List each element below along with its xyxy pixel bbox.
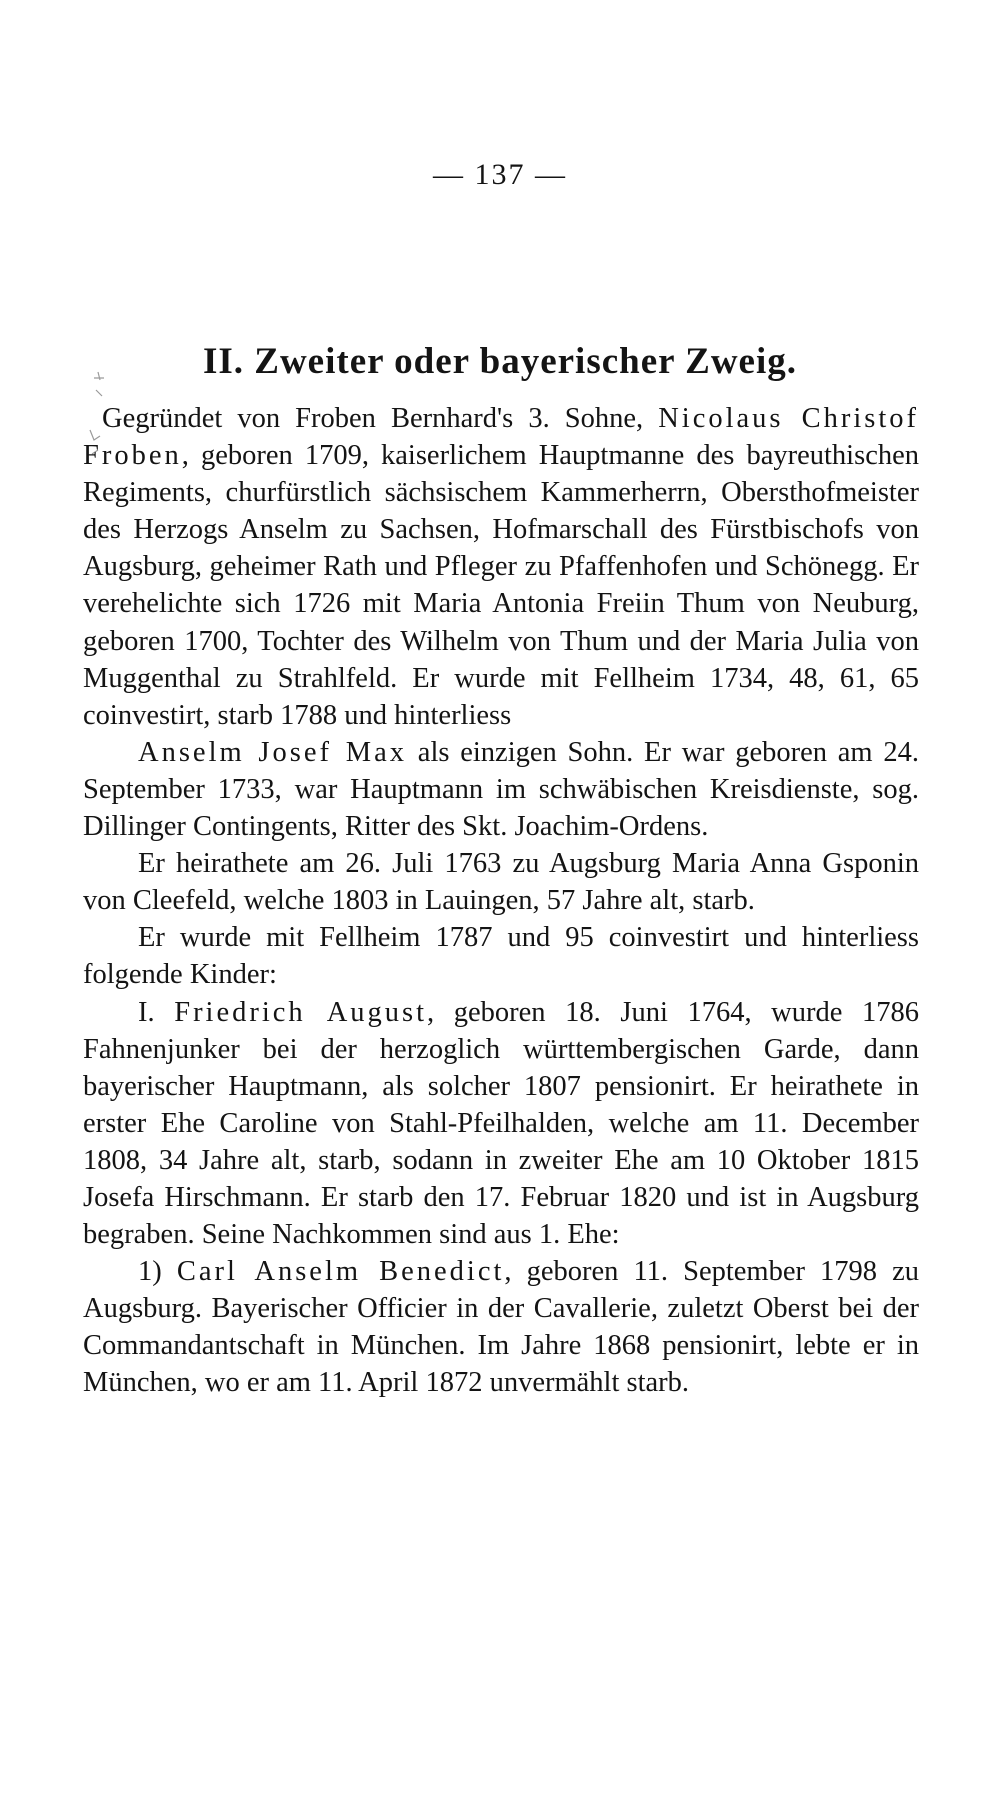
- paragraph: [83, 994, 919, 1254]
- person-name: Anselm Josef Max: [138, 736, 408, 768]
- text-segment: , geboren 18. Juni 1764, wurde 1786 Fahnenjunker bei der herzoglich württembergischen Garde, dann bayerischer Hauptmann, als solcher 1807 pensionirt. Er heirathete in erster Ehe Caroline von Stahl-Pfeilhalden, welche am 11. December 1808, 34 Jahre alt, starb, sodann in zweiter Ehe am 10 Oktober 1815 Josefa Hirschmann. Er starb den 17. Februar 1820 und ist in Augsburg begraben. Seine Nachkommen sind aus 1. Ehe:: [83, 996, 919, 1251]
- text-segment: Gegründet von Froben Bernhard's 3. Sohne,: [102, 403, 659, 434]
- text-segment: Er wurde mit Fellheim 1787 und 95 coinvestirt und hinterliess folgende Kinder:: [83, 922, 919, 991]
- paragraph: [83, 734, 919, 845]
- paragraph: [83, 1253, 919, 1401]
- person-name: Friedrich August: [174, 996, 428, 1028]
- page-number: — 137 —: [433, 158, 567, 191]
- text-segment: Er heirathete am 26. Juli 1763 zu Augsburg Maria Anna Gsponin von Cleefeld, welche 1803 in Lauingen, 57 Jahre alt, starb.: [83, 848, 919, 917]
- text-segment: , geboren 11. September 1798 zu Augsburg. Bayerischer Officier in der Cavallerie, zuletzt Oberst bei der Commandantschaft in München. Im Jahre 1868 pensionirt, lebte er in München, wo er am 11. April 1872 unvermählt starb.: [83, 1256, 919, 1399]
- paragraph: [83, 845, 919, 919]
- person-name: Nicolaus Christof Froben: [83, 403, 919, 472]
- paragraph: [83, 919, 919, 993]
- text-segment: 1): [138, 1256, 177, 1288]
- text-segment: I.: [138, 996, 175, 1028]
- body-text: [83, 400, 919, 1402]
- text-segment: , geboren 1709, kaiserlichem Hauptmanne des bayreuthischen Regiments, churfürstlich sächsischem Kammerherrn, Obersthofmeister des Herzogs Anselm zu Sachsen, Hofmarschall des Fürstbischofs von Augsburg, geheimer Rath und Pfleger zu Pfaffenhofen und Schönegg. Er verehelichte sich 1726 mit Maria Antonia Freiin Thum von Neuburg, geboren 1700, Tochter des Wilhelm von Thum und der Maria Julia von Muggenthal zu Strahlfeld. Er wurde mit Fellheim 1734, 48, 61, 65 coinvestirt, starb 1788 und hinterliess: [83, 440, 919, 731]
- person-name: Carl Anselm Benedict: [176, 1256, 505, 1288]
- section-heading: II. Zweiter oder bayerischer Zweig.: [202, 341, 798, 382]
- paragraph: [83, 400, 919, 734]
- text-segment: als einzigen Sohn. Er war geboren am 24. September 1733, war Hauptmann im schwäbischen Kreisdienste, sog. Dillinger Contingents, Ritter des Skt. Joachim-Ordens.: [83, 736, 919, 843]
